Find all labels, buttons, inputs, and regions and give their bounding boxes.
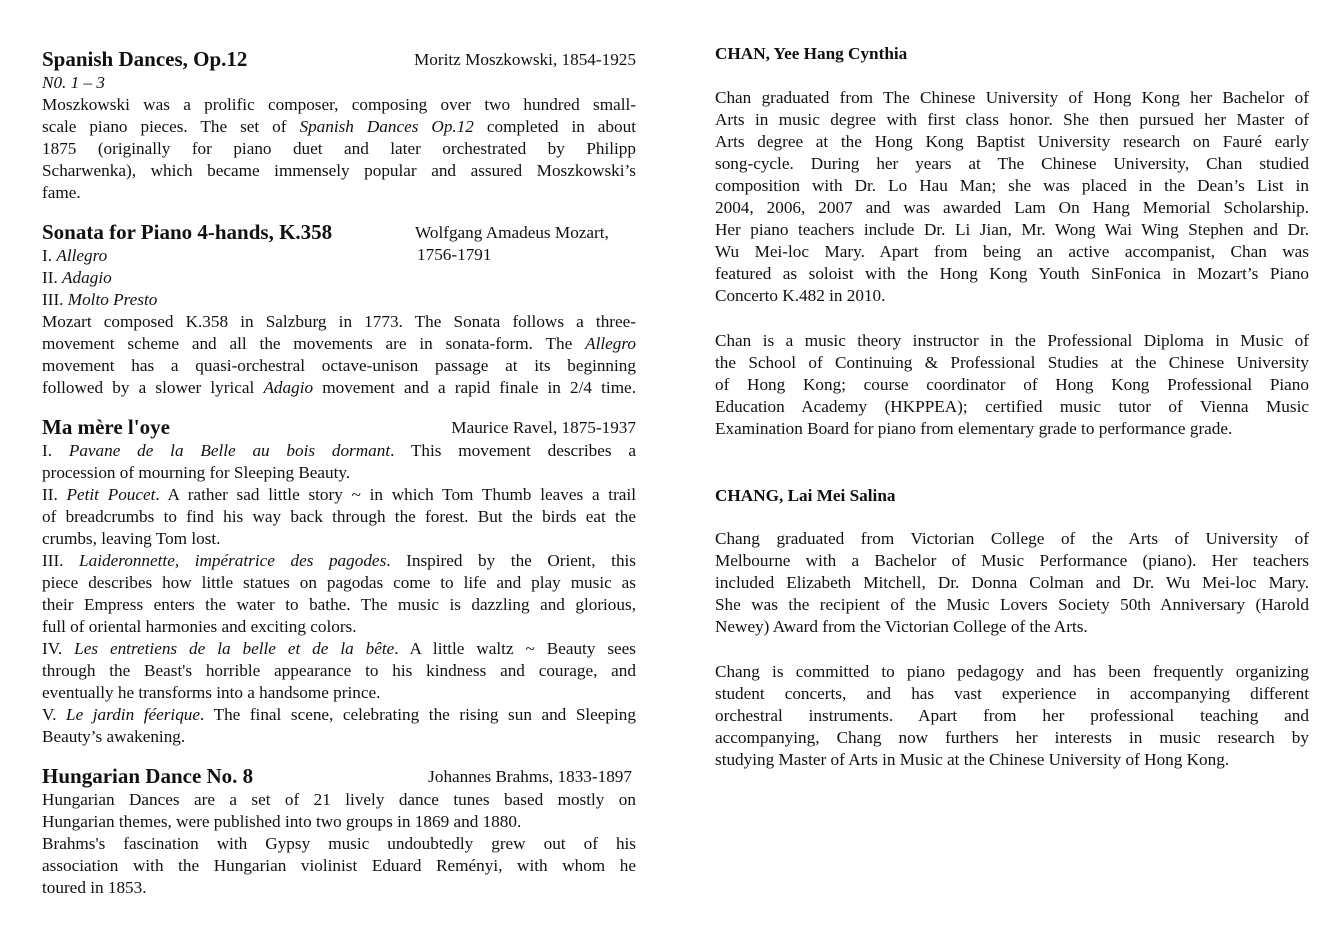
piece-text-line bbox=[42, 311, 636, 333]
text-run: . The final scene, celebrating the rising sun and Sleeping bbox=[200, 705, 636, 724]
text-run: through the Beast's horrible appearance to his kindness and courage, and bbox=[42, 661, 636, 680]
piece-composer: Wolfgang Amadeus Mozart, bbox=[415, 223, 609, 242]
movement-name: Adagio bbox=[62, 268, 112, 287]
piece-text-line bbox=[42, 638, 636, 660]
bio-text-line: Arts in music degree with first class honor. She then pursued her Master of bbox=[715, 110, 1309, 129]
piece-composer: Maurice Ravel, 1875-1937 bbox=[451, 418, 636, 437]
piece-text-line bbox=[42, 855, 636, 877]
text-run-italic: Laideronnette, impératrice des pagodes bbox=[79, 551, 387, 570]
piece-composer: Moritz Moszkowski, 1854-1925 bbox=[414, 50, 636, 69]
piece-text-line bbox=[42, 94, 636, 116]
bio-text-line: Chan graduated from The Chinese University of Hong Kong her Bachelor of bbox=[715, 88, 1309, 107]
piece-title: Sonata for Piano 4-hands, K.358 bbox=[42, 220, 333, 244]
text-run: . A rather sad little story ~ in which Tom Thumb leaves a trail bbox=[155, 485, 636, 504]
piece-text-line bbox=[42, 440, 636, 462]
text-run: 1875 (originally for piano duet and later orchestrated by Philipp bbox=[42, 139, 636, 158]
text-run: III. bbox=[42, 551, 80, 570]
piece-text-line bbox=[42, 877, 636, 899]
piece-text-line bbox=[42, 833, 636, 855]
piece-text-line bbox=[42, 660, 636, 682]
piece-subtitle: N0. 1 – 3 bbox=[42, 73, 106, 92]
bio-text-line: Arts degree at the Hong Kong Baptist University research on Fauré early bbox=[715, 132, 1309, 151]
bio-text-line: studying Master of Arts in Music at the Chinese University of Hong Kong. bbox=[715, 750, 1230, 769]
text-run: fame. bbox=[42, 183, 81, 202]
text-run: procession of mourning for Sleeping Beauty. bbox=[42, 463, 351, 482]
text-run: of breadcrumbs to find his way back through the forest. But the birds eat the bbox=[42, 507, 636, 526]
piece-title: Hungarian Dance No. 8 bbox=[42, 764, 254, 788]
piece-text-line bbox=[42, 377, 636, 399]
text-run: crumbs, leaving Tom lost. bbox=[42, 529, 221, 548]
text-run: Brahms's fascination with Gypsy music undoubtedly grew out of his bbox=[42, 834, 636, 853]
text-run: Hungarian themes, were published into two groups in 1869 and 1880. bbox=[42, 812, 522, 831]
piece-text-line bbox=[42, 355, 636, 377]
bio-text-line: She was the recipient of the Music Lovers Society 50th Anniversary (Harold bbox=[715, 595, 1309, 614]
piece-composer: Johannes Brahms, 1833-1897 bbox=[428, 767, 632, 786]
bio-text-line: included Elizabeth Mitchell, Dr. Donna Colman and Dr. Wu Mei-loc Mary. bbox=[715, 573, 1309, 592]
bio-text-line: Examination Board for piano from elementary grade to performance grade. bbox=[715, 419, 1233, 438]
text-run: Beauty’s awakening. bbox=[42, 727, 186, 746]
movement-number: I. bbox=[42, 246, 57, 265]
bio-text-line: Education Academy (HKPPEA); certified music tutor of Vienna Music bbox=[715, 397, 1309, 416]
text-run: piece describes how little statues on pagodas come to life and play music as bbox=[42, 573, 636, 592]
text-run: scale piano pieces. The set of bbox=[42, 117, 300, 136]
text-run: Moszkowski was a prolific composer, composing over two hundred small- bbox=[42, 95, 636, 114]
piece-title: Ma mère l'oye bbox=[42, 415, 170, 439]
text-run: movement has a quasi-orchestral octave-unison passage at its beginning bbox=[42, 356, 636, 375]
piece-text-line bbox=[42, 572, 636, 594]
bio-text-line: song-cycle. During her years at The Chinese University, Chan studied bbox=[715, 154, 1309, 173]
text-run: movement scheme and all the movements are in sonata-form. The bbox=[42, 334, 586, 353]
movement-name: Molto Presto bbox=[67, 290, 158, 309]
text-run: toured in 1853. bbox=[42, 878, 147, 897]
piece-text-line bbox=[42, 484, 636, 506]
text-run-italic: Le jardin féerique bbox=[66, 705, 201, 724]
movement-name: Allegro bbox=[56, 246, 108, 265]
bio-text-line: Newey) Award from the Victorian College of the Arts. bbox=[715, 617, 1088, 636]
text-run: eventually he transforms into a handsome prince. bbox=[42, 683, 381, 702]
piece-text-line bbox=[42, 506, 636, 528]
bio-text-line: the School of Continuing & Professional Studies at the Chinese University bbox=[715, 353, 1309, 372]
piece-text-line bbox=[42, 462, 636, 484]
piece-text-line bbox=[42, 182, 636, 204]
piece-text-line bbox=[42, 333, 636, 355]
piece-text-line bbox=[42, 704, 636, 726]
piece-text-line bbox=[42, 528, 636, 550]
text-run: Mozart composed K.358 in Salzburg in 1773. The Sonata follows a three- bbox=[42, 312, 636, 331]
text-run: I. bbox=[42, 441, 69, 460]
text-run-italic: Pavane de la Belle au bois dormant bbox=[68, 441, 391, 460]
text-run-italic: Adagio bbox=[263, 378, 314, 397]
performer-name: CHAN, Yee Hang Cynthia bbox=[715, 44, 908, 63]
piece-text-line bbox=[42, 616, 636, 638]
piece-text-line bbox=[42, 726, 636, 748]
text-run-italic: Spanish Dances Op.12 bbox=[299, 117, 474, 136]
piece-text-line bbox=[42, 682, 636, 704]
text-run: followed by a slower lyrical bbox=[42, 378, 264, 397]
bio-text-line: featured as soloist with the Hong Kong Youth SinFonica in Mozart’s Piano bbox=[715, 264, 1309, 283]
bio-text-line: 2004, 2006, 2007 and was awarded Lam On Hang Memorial Scholarship. bbox=[715, 198, 1309, 217]
bio-text-line: composition with Dr. Lo Hau Man; she was placed in the Dean’s List in bbox=[715, 176, 1309, 195]
bio-text-line: Melbourne with a Bachelor of Music Performance (piano). Her teachers bbox=[715, 551, 1309, 570]
text-run: association with the Hungarian violinist Eduard Reményi, with whom he bbox=[42, 856, 636, 875]
piece-text-line bbox=[42, 594, 636, 616]
text-run: . Inspired by the Orient, this bbox=[386, 551, 636, 570]
text-run: V. bbox=[42, 705, 67, 724]
text-run: Scharwenka), which became immensely popular and assured Moszkowski’s bbox=[42, 161, 636, 180]
piece-text-line bbox=[42, 811, 636, 833]
performer-name: CHANG, Lai Mei Salina bbox=[715, 486, 896, 505]
movement-item bbox=[42, 267, 636, 289]
text-run: their Empress enters the water to bathe. The music is dazzling and glorious, bbox=[42, 595, 636, 614]
text-run-italic: Petit Poucet bbox=[66, 485, 156, 504]
movement-number: III. bbox=[42, 290, 68, 309]
text-run: . A little waltz ~ Beauty sees bbox=[394, 639, 636, 658]
piece-text-line bbox=[42, 160, 636, 182]
piece-composer-dates: 1756-1791 bbox=[417, 245, 492, 264]
bio-text-line: Chang graduated from Victorian College of the Arts of University of bbox=[715, 529, 1309, 548]
movement-item bbox=[42, 289, 636, 311]
piece-text-line bbox=[42, 789, 636, 811]
text-run-italic: Allegro bbox=[585, 334, 636, 353]
text-run: movement and a rapid finale in 2/4 time. bbox=[313, 378, 636, 397]
text-run-italic: Les entretiens de la belle et de la bête bbox=[74, 639, 395, 658]
piece-text-line bbox=[42, 116, 636, 138]
text-run: completed in about bbox=[473, 117, 636, 136]
text-run: Hungarian Dances are a set of 21 lively dance tunes based mostly on bbox=[42, 790, 636, 809]
text-run: full of oriental harmonies and exciting colors. bbox=[42, 617, 357, 636]
bio-text-line: Her piano teachers include Dr. Li Jian, Mr. Wong Wai Wing Stephen and Dr. bbox=[715, 220, 1309, 239]
text-run: IV. bbox=[42, 639, 75, 658]
movement-number: II. bbox=[42, 268, 63, 287]
movement-item bbox=[42, 245, 107, 267]
bio-text-line: Concerto K.482 in 2010. bbox=[715, 286, 886, 305]
bio-text-line: orchestral instruments. Apart from her professional teaching and bbox=[715, 706, 1309, 725]
piece-text-line bbox=[42, 138, 636, 160]
bio-text-line: Chang is committed to piano pedagogy and has been frequently organizing bbox=[715, 662, 1309, 681]
text-run: II. bbox=[42, 485, 67, 504]
bio-text-line: Chan is a music theory instructor in the Professional Diploma in Music of bbox=[715, 331, 1309, 350]
bio-text-line: Wu Mei-loc Mary. Apart from being an active accompanist, Chan was bbox=[715, 242, 1309, 261]
bio-text-line: student concerts, and has vast experience in accompanying different bbox=[715, 684, 1309, 703]
bio-text-line: accompanying, Chang now furthers her interests in music research by bbox=[715, 728, 1309, 747]
piece-title: Spanish Dances, Op.12 bbox=[42, 47, 248, 71]
text-run: . This movement describes a bbox=[390, 441, 636, 460]
bio-text-line: of Hong Kong; course coordinator of Hong Kong Professional Piano bbox=[715, 375, 1309, 394]
piece-text-line bbox=[42, 550, 636, 572]
